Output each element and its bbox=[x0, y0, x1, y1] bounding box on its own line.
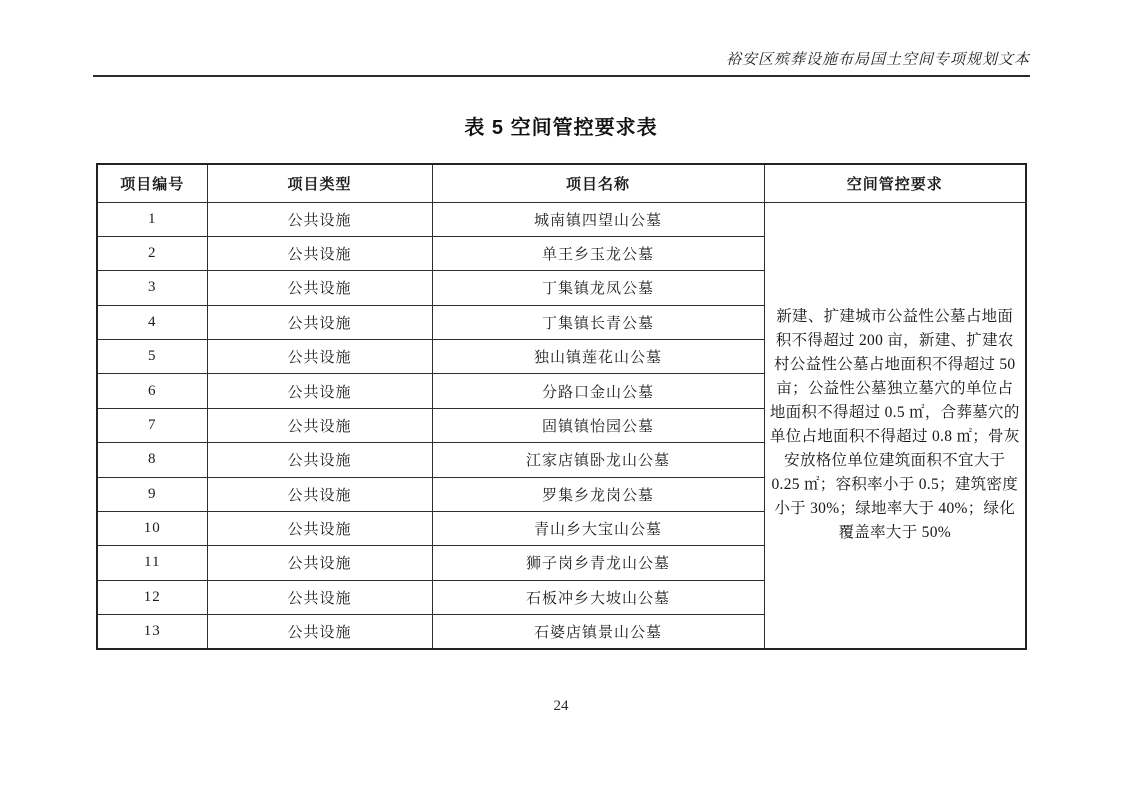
control-requirement-text: 新建、扩建城市公益性公墓占地面积不得超过 200 亩，新建、扩建农村公益性公墓占地面积不得超过 50 亩；公益性公墓独立墓穴的单位占地面积不得超过 0.5 ㎡，合葬墓穴的单位占地面积不得超过 0.8 ㎡；骨灰安放格位单位建筑面积不宜大于 0.25 ㎡；容积率小于 0.5；建筑密度小于 30%；绿地率大于 40%；绿化覆盖率大于 50% bbox=[769, 308, 1020, 542]
header-project-number: 项目编号 bbox=[97, 164, 207, 202]
control-requirement-cell bbox=[764, 202, 1026, 649]
project-type-cell: 公共设施 bbox=[207, 305, 432, 339]
project-type-cell: 公共设施 bbox=[207, 202, 432, 236]
project-number-cell: 10 bbox=[97, 511, 207, 545]
project-number-cell: 12 bbox=[97, 580, 207, 614]
page-number: 24 bbox=[553, 698, 569, 714]
header-project-name: 项目名称 bbox=[432, 164, 764, 202]
project-number-cell: 4 bbox=[97, 305, 207, 339]
project-type-cell: 公共设施 bbox=[207, 443, 432, 477]
running-header-text: 裕安区殡葬设施布局国土空间专项规划文本 bbox=[725, 52, 1030, 68]
project-name-cell: 狮子岗乡青龙山公墓 bbox=[432, 546, 764, 580]
project-number-cell: 13 bbox=[97, 615, 207, 650]
table-body bbox=[97, 202, 1026, 649]
project-number-cell: 2 bbox=[97, 236, 207, 270]
project-name-cell: 单王乡玉龙公墓 bbox=[432, 236, 764, 270]
project-name-cell: 石板冲乡大坡山公墓 bbox=[432, 580, 764, 614]
project-name-cell: 分路口金山公墓 bbox=[432, 374, 764, 408]
project-name-cell: 固镇镇怡园公墓 bbox=[432, 408, 764, 442]
project-type-cell: 公共设施 bbox=[207, 374, 432, 408]
header-row bbox=[97, 164, 1026, 202]
project-type-cell: 公共设施 bbox=[207, 580, 432, 614]
project-name-cell: 丁集镇长青公墓 bbox=[432, 305, 764, 339]
project-name-cell: 石婆店镇景山公墓 bbox=[432, 615, 764, 650]
project-type-cell: 公共设施 bbox=[207, 271, 432, 305]
project-number-cell: 5 bbox=[97, 340, 207, 374]
header-project-type: 项目类型 bbox=[207, 164, 432, 202]
project-type-cell: 公共设施 bbox=[207, 511, 432, 545]
project-number-cell: 1 bbox=[97, 202, 207, 236]
project-name-cell: 丁集镇龙凤公墓 bbox=[432, 271, 764, 305]
project-name-cell: 城南镇四望山公墓 bbox=[432, 202, 764, 236]
project-name-cell: 青山乡大宝山公墓 bbox=[432, 511, 764, 545]
running-header bbox=[93, 48, 1030, 77]
header-control-requirement: 空间管控要求 bbox=[764, 164, 1026, 202]
space-control-requirements-table bbox=[96, 163, 1027, 650]
project-number-cell: 3 bbox=[97, 271, 207, 305]
project-type-cell: 公共设施 bbox=[207, 615, 432, 650]
table-header-row bbox=[97, 164, 1026, 202]
table-title: 表 5 空间管控要求表 bbox=[464, 117, 658, 139]
project-type-cell: 公共设施 bbox=[207, 340, 432, 374]
table-row bbox=[97, 202, 1026, 236]
project-type-cell: 公共设施 bbox=[207, 236, 432, 270]
project-type-cell: 公共设施 bbox=[207, 546, 432, 580]
project-number-cell: 6 bbox=[97, 374, 207, 408]
project-number-cell: 11 bbox=[97, 546, 207, 580]
project-number-cell: 9 bbox=[97, 477, 207, 511]
project-name-cell: 独山镇莲花山公墓 bbox=[432, 340, 764, 374]
project-number-cell: 7 bbox=[97, 408, 207, 442]
project-type-cell: 公共设施 bbox=[207, 408, 432, 442]
project-number-cell: 8 bbox=[97, 443, 207, 477]
project-name-cell: 罗集乡龙岗公墓 bbox=[432, 477, 764, 511]
project-type-cell: 公共设施 bbox=[207, 477, 432, 511]
project-name-cell: 江家店镇卧龙山公墓 bbox=[432, 443, 764, 477]
